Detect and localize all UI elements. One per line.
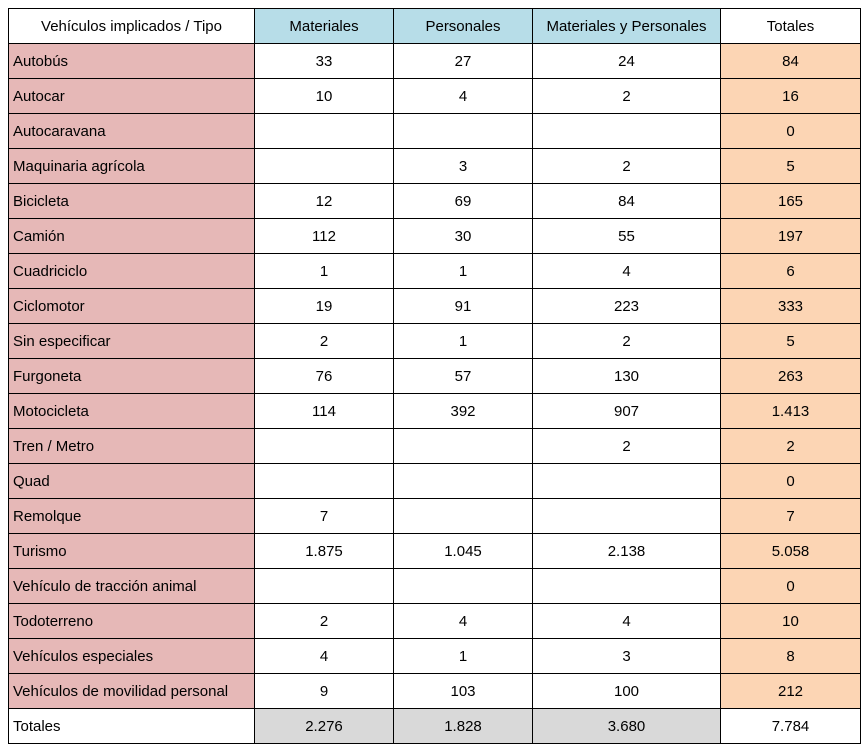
cell-total: 263 — [721, 359, 861, 394]
table-row — [9, 394, 861, 429]
table-row — [9, 499, 861, 534]
cell-personales: 4 — [394, 79, 533, 114]
header-personales: Personales — [394, 9, 533, 44]
cell-total: 16 — [721, 79, 861, 114]
cell-materiales: 33 — [255, 44, 394, 79]
cell-materiales-y-personales: 100 — [533, 674, 721, 709]
cell-personales: 1 — [394, 324, 533, 359]
totals-label: Totales — [9, 709, 255, 744]
header-totales: Totales — [721, 9, 861, 44]
cell-materiales-y-personales — [533, 464, 721, 499]
cell-total: 6 — [721, 254, 861, 289]
row-label: Ciclomotor — [9, 289, 255, 324]
table-row — [9, 534, 861, 569]
cell-materiales: 1.875 — [255, 534, 394, 569]
table-row — [9, 359, 861, 394]
table-row — [9, 429, 861, 464]
cell-materiales-y-personales: 55 — [533, 219, 721, 254]
cell-materiales: 2 — [255, 604, 394, 639]
cell-materiales-y-personales: 24 — [533, 44, 721, 79]
header-row — [9, 9, 861, 44]
row-label: Vehículos de movilidad personal — [9, 674, 255, 709]
table-row — [9, 79, 861, 114]
cell-materiales-y-personales: 223 — [533, 289, 721, 324]
cell-total: 2 — [721, 429, 861, 464]
cell-personales — [394, 429, 533, 464]
table-row — [9, 289, 861, 324]
table-body — [9, 44, 861, 709]
row-label: Autobús — [9, 44, 255, 79]
cell-personales — [394, 464, 533, 499]
cell-materiales-y-personales: 2 — [533, 429, 721, 464]
cell-materiales: 9 — [255, 674, 394, 709]
cell-materiales: 19 — [255, 289, 394, 324]
cell-materiales-y-personales — [533, 114, 721, 149]
totals-row — [9, 709, 861, 744]
table-row — [9, 464, 861, 499]
totals-materiales: 2.276 — [255, 709, 394, 744]
row-label: Vehículo de tracción animal — [9, 569, 255, 604]
cell-materiales: 76 — [255, 359, 394, 394]
cell-materiales-y-personales: 4 — [533, 604, 721, 639]
cell-materiales: 112 — [255, 219, 394, 254]
cell-personales: 57 — [394, 359, 533, 394]
header-vehicle-type: Vehículos implicados / Tipo — [9, 9, 255, 44]
row-label: Motocicleta — [9, 394, 255, 429]
row-label: Bicicleta — [9, 184, 255, 219]
cell-materiales: 1 — [255, 254, 394, 289]
cell-materiales: 7 — [255, 499, 394, 534]
cell-total: 165 — [721, 184, 861, 219]
cell-total: 197 — [721, 219, 861, 254]
cell-personales — [394, 114, 533, 149]
cell-materiales — [255, 114, 394, 149]
cell-materiales-y-personales — [533, 569, 721, 604]
cell-personales: 91 — [394, 289, 533, 324]
cell-materiales: 12 — [255, 184, 394, 219]
row-label: Camión — [9, 219, 255, 254]
row-label: Todoterreno — [9, 604, 255, 639]
cell-materiales-y-personales: 3 — [533, 639, 721, 674]
cell-personales: 69 — [394, 184, 533, 219]
header-materiales-y-personales: Materiales y Personales — [533, 9, 721, 44]
cell-materiales-y-personales: 2 — [533, 79, 721, 114]
cell-personales: 3 — [394, 149, 533, 184]
table-row — [9, 324, 861, 359]
cell-total: 333 — [721, 289, 861, 324]
cell-materiales-y-personales: 4 — [533, 254, 721, 289]
row-label: Sin especificar — [9, 324, 255, 359]
cell-materiales-y-personales — [533, 499, 721, 534]
cell-total: 8 — [721, 639, 861, 674]
table-row — [9, 114, 861, 149]
table-row — [9, 149, 861, 184]
cell-materiales-y-personales: 2 — [533, 149, 721, 184]
table-row — [9, 674, 861, 709]
cell-personales: 392 — [394, 394, 533, 429]
cell-personales — [394, 569, 533, 604]
cell-materiales-y-personales: 84 — [533, 184, 721, 219]
cell-materiales-y-personales: 2.138 — [533, 534, 721, 569]
cell-materiales-y-personales: 130 — [533, 359, 721, 394]
cell-materiales — [255, 464, 394, 499]
cell-personales: 1 — [394, 639, 533, 674]
cell-personales: 4 — [394, 604, 533, 639]
cell-total: 84 — [721, 44, 861, 79]
cell-total: 5.058 — [721, 534, 861, 569]
cell-total: 5 — [721, 149, 861, 184]
cell-total: 1.413 — [721, 394, 861, 429]
cell-materiales: 4 — [255, 639, 394, 674]
table-row — [9, 44, 861, 79]
cell-materiales — [255, 429, 394, 464]
cell-materiales-y-personales: 2 — [533, 324, 721, 359]
row-label: Remolque — [9, 499, 255, 534]
row-label: Cuadriciclo — [9, 254, 255, 289]
cell-materiales — [255, 149, 394, 184]
table-row — [9, 254, 861, 289]
cell-total: 212 — [721, 674, 861, 709]
header-materiales: Materiales — [255, 9, 394, 44]
table-row — [9, 219, 861, 254]
row-label: Tren / Metro — [9, 429, 255, 464]
row-label: Turismo — [9, 534, 255, 569]
table-row — [9, 639, 861, 674]
cell-personales — [394, 499, 533, 534]
cell-personales: 27 — [394, 44, 533, 79]
row-label: Autocaravana — [9, 114, 255, 149]
cell-materiales-y-personales: 907 — [533, 394, 721, 429]
totals-grand-total: 7.784 — [721, 709, 861, 744]
cell-total: 5 — [721, 324, 861, 359]
table-row — [9, 569, 861, 604]
cell-materiales: 10 — [255, 79, 394, 114]
cell-total: 10 — [721, 604, 861, 639]
row-label: Vehículos especiales — [9, 639, 255, 674]
cell-total: 7 — [721, 499, 861, 534]
cell-materiales: 2 — [255, 324, 394, 359]
cell-total: 0 — [721, 114, 861, 149]
row-label: Furgoneta — [9, 359, 255, 394]
row-label: Maquinaria agrícola — [9, 149, 255, 184]
cell-personales: 1.045 — [394, 534, 533, 569]
cell-personales: 103 — [394, 674, 533, 709]
totals-mixtos: 3.680 — [533, 709, 721, 744]
cell-personales: 1 — [394, 254, 533, 289]
row-label: Quad — [9, 464, 255, 499]
cell-total: 0 — [721, 569, 861, 604]
table-row — [9, 604, 861, 639]
cell-total: 0 — [721, 464, 861, 499]
totals-personales: 1.828 — [394, 709, 533, 744]
cell-materiales — [255, 569, 394, 604]
cell-personales: 30 — [394, 219, 533, 254]
cell-materiales: 114 — [255, 394, 394, 429]
row-label: Autocar — [9, 79, 255, 114]
accidents-vehicle-table — [8, 8, 861, 744]
table-row — [9, 184, 861, 219]
